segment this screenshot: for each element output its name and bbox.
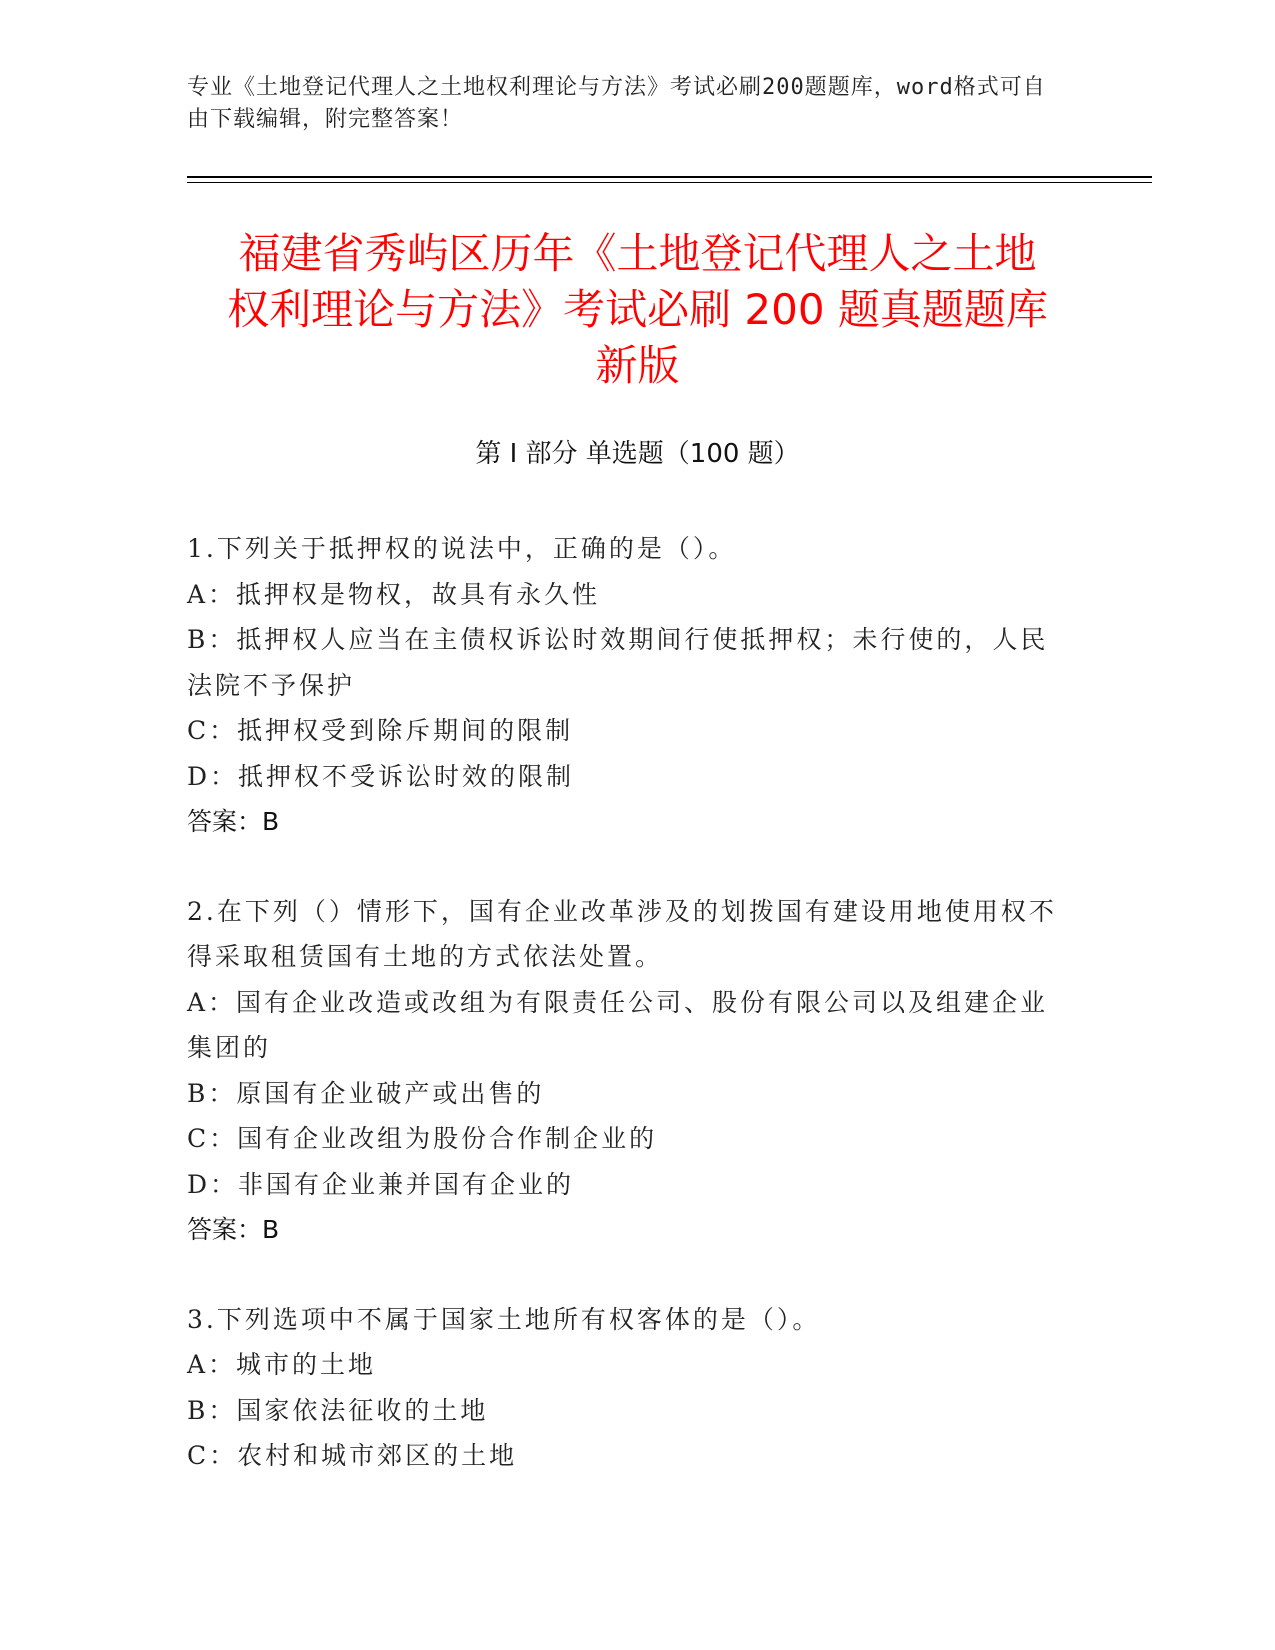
answer: 答案：B: [187, 807, 280, 836]
option-b: B：抵押权人应当在主债权诉讼时效期间行使抵押权；未行使的，人民法院不予保护: [187, 625, 1049, 700]
option-b: B：原国有企业破产或出售的: [187, 1078, 545, 1108]
option-d: D：抵押权不受诉讼时效的限制: [187, 761, 575, 791]
option-c: C：农村和城市郊区的土地: [187, 1441, 518, 1470]
document-title: [160, 226, 1115, 394]
title-line-2: 权利理论与方法》考试必刷 200 题真题题库: [227, 285, 1048, 334]
question-2: [187, 889, 1067, 1253]
section-title: 第 I 部分 单选题（100 题）: [475, 439, 800, 469]
title-line-1: 福建省秀屿区历年《土地登记代理人之土地: [238, 229, 1037, 278]
question-1: [187, 526, 1067, 845]
option-a: A：城市的土地: [187, 1350, 377, 1379]
option-d: D：非国有企业兼并国有企业的: [187, 1169, 575, 1199]
option-c: C：抵押权受到除斥期间的限制: [187, 716, 574, 745]
question-list: [187, 526, 1067, 1523]
option-b: B：国家依法征收的土地: [187, 1395, 489, 1425]
option-a: A：抵押权是物权，故具有永久性: [187, 579, 601, 609]
question-stem: 1.下列关于抵押权的说法中，正确的是（）。: [187, 534, 737, 563]
question-stem: 2.在下列（）情形下，国有企业改革涉及的划拨国有建设用地使用权不得采取租赁国有土地的方式依法处置。: [187, 896, 1057, 971]
header-divider-thin: [187, 182, 1152, 183]
question-stem: 3.下列选项中不属于国家土地所有权客体的是（）。: [187, 1304, 821, 1334]
header-divider: [187, 176, 1152, 178]
answer: 答案：B: [187, 1215, 280, 1244]
header-note: 专业《土地登记代理人之土地权利理论与方法》考试必刷200题题库，word格式可自由下载编辑，附完整答案！: [187, 75, 1046, 132]
option-c: C：国有企业改组为股份合作制企业的: [187, 1124, 658, 1153]
question-3: [187, 1297, 1067, 1479]
option-a: A：国有企业改造或改组为有限责任公司、股份有限公司以及组建企业集团的: [187, 987, 1049, 1062]
title-line-3: 新版: [595, 341, 680, 390]
